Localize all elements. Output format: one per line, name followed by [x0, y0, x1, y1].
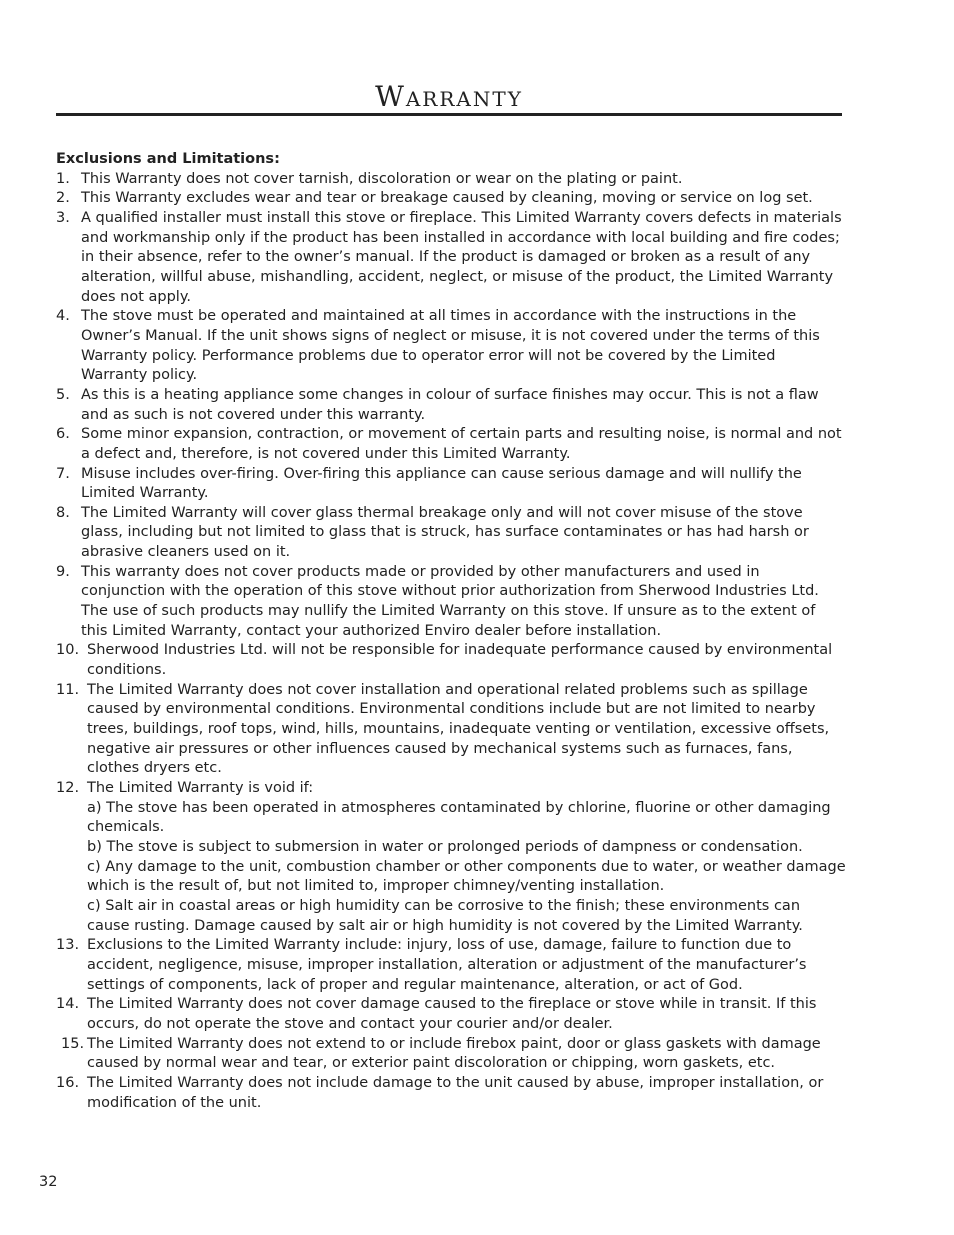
- item-text: This warranty does not cover products made or provided by other manufacturers and used in conjunction with the operation of this stove without prior authorization from Sherwood Industries Ltd. The use of such products may nullify the Limited Warranty on this stove. If unsure as to the extent of this Limited Warranty, contact your authorized Enviro dealer before installation.: [81, 563, 819, 639]
- list-item: [56, 779, 846, 936]
- list-item: [56, 1035, 846, 1074]
- list-item: [56, 681, 846, 779]
- list-item: [56, 563, 846, 642]
- sub-item: a) The stove has been operated in atmospheres contaminated by chlorine, fluorine or other damaging chemicals.: [87, 799, 831, 836]
- list-item: [56, 641, 846, 680]
- item-number: 10.: [56, 642, 80, 659]
- item-number: 2.: [56, 190, 70, 207]
- list-item: [56, 936, 846, 995]
- item-text: The Limited Warranty does not cover damage caused to the fireplace or stove while in transit. If this occurs, do not operate the stove and contact your courier and/or dealer.: [87, 996, 817, 1032]
- item-number: 6.: [56, 426, 70, 443]
- item-number: 15.: [61, 1035, 85, 1052]
- list-item: [56, 209, 846, 307]
- item-text: The stove must be operated and maintained at all times in accordance with the instructions in the Owner’s Manual. If the unit shows signs of neglect or misuse, it is not covered under the terms of this Warranty policy. Performance problems due to operator error will not be covered by the Limited Warranty policy.: [81, 308, 820, 384]
- item-text: This Warranty excludes wear and tear or breakage caused by cleaning, moving or service on log set.: [81, 190, 813, 207]
- list-item: [56, 386, 846, 425]
- item-number: 8.: [56, 504, 70, 521]
- warranty-content: [56, 150, 846, 1113]
- item-number: 12.: [56, 780, 80, 796]
- item-text: The Limited Warranty is void if:: [87, 780, 314, 796]
- page-number: 32: [39, 1174, 58, 1190]
- list-item: [56, 425, 846, 464]
- item-number: 4.: [56, 308, 70, 325]
- item-text: As this is a heating appliance some changes in colour of surface finishes may occur. This is not a flaw and as such is not covered under this warranty.: [81, 386, 819, 423]
- page-title: Warranty: [375, 80, 523, 113]
- item-number: 14.: [56, 996, 80, 1013]
- item-text: A qualified installer must install this stove or fireplace. This Limited Warranty covers defects in materials and workmanship only if the product has been installed in accordance with local building and fire codes; in their absence, refer to the owner’s manual. If the product is damaged or broken as a result of any alteration, willful abuse, mishandling, accident, neglect, or misuse of the product, the Limited Warranty does not apply.: [81, 209, 842, 305]
- sub-item: b) The stove is subject to submersion in water or prolonged periods of dampness or condensation.: [87, 838, 803, 855]
- sub-item: c) Any damage to the unit, combustion chamber or other components due to water, or weather damage which is the result of, but not limited to, improper chimney/venting installation.: [87, 858, 846, 895]
- list-item: [56, 307, 846, 386]
- list-item: [56, 189, 846, 209]
- item-text: This Warranty does not cover tarnish, discoloration or wear on the plating or paint.: [81, 170, 683, 187]
- list-item: [56, 504, 846, 563]
- item-number: 11.: [56, 681, 80, 698]
- item-text: Misuse includes over-firing. Over-firing this appliance can cause serious damage and will nullify the Limited Warranty.: [81, 465, 802, 502]
- item-number: 3.: [56, 209, 70, 226]
- item-text: Exclusions to the Limited Warranty include: injury, loss of use, damage, failure to function due to accident, negligence, misuse, improper installation, alteration or adjustment of the manufacturer’s settings of components, lack of proper and regular maintenance, alteration, or act of God.: [87, 937, 807, 993]
- item-number: 7.: [56, 465, 70, 482]
- list-item: [56, 170, 846, 190]
- item-number: 16.: [56, 1074, 80, 1091]
- item-number: 13.: [56, 937, 80, 954]
- list-item: [56, 995, 846, 1034]
- list-item: [56, 465, 846, 504]
- title-rule: [56, 113, 842, 116]
- item-text: The Limited Warranty will cover glass thermal breakage only and will not cover misuse of the stove glass, including but not limited to glass that is struck, has surface contaminates or has had harsh or abrasive cleaners used on it.: [81, 504, 809, 561]
- item-number: 5.: [56, 386, 70, 403]
- item-text: The Limited Warranty does not cover installation and operational related problems such as spillage caused by environmental conditions. Environmental conditions include but are not limited to nearby trees, buildings, roof tops, wind, hills, mountains, inadequate venting or ventilation, excessive offsets, negative air pressures or other influences caused by mechanical systems such as furnaces, fans, clothes dryers etc.: [87, 681, 830, 777]
- item-text: Sherwood Industries Ltd. will not be responsible for inadequate performance caused by environmental conditions.: [87, 642, 833, 679]
- item-text: The Limited Warranty does not include damage to the unit caused by abuse, improper installation, or modification of the unit.: [87, 1074, 824, 1111]
- section-heading: Exclusions and Limitations:: [56, 151, 280, 167]
- item-text: The Limited Warranty does not extend to or include firebox paint, door or glass gaskets with damage caused by normal wear and tear, or exterior paint discoloration or chipping, worn gaskets, etc.: [87, 1035, 821, 1072]
- item-number: 1.: [56, 170, 70, 187]
- list-item: [56, 1074, 846, 1113]
- item-number: 9.: [56, 563, 70, 580]
- sub-item: c) Salt air in coastal areas or high humidity can be corrosive to the finish; these environments can cause rusting. Damage caused by salt air or high humidity is not covered by the Limited Warranty.: [87, 897, 803, 934]
- item-text: Some minor expansion, contraction, or movement of certain parts and resulting noise, is normal and not a defect and, therefore, is not covered under this Limited Warranty.: [81, 426, 842, 462]
